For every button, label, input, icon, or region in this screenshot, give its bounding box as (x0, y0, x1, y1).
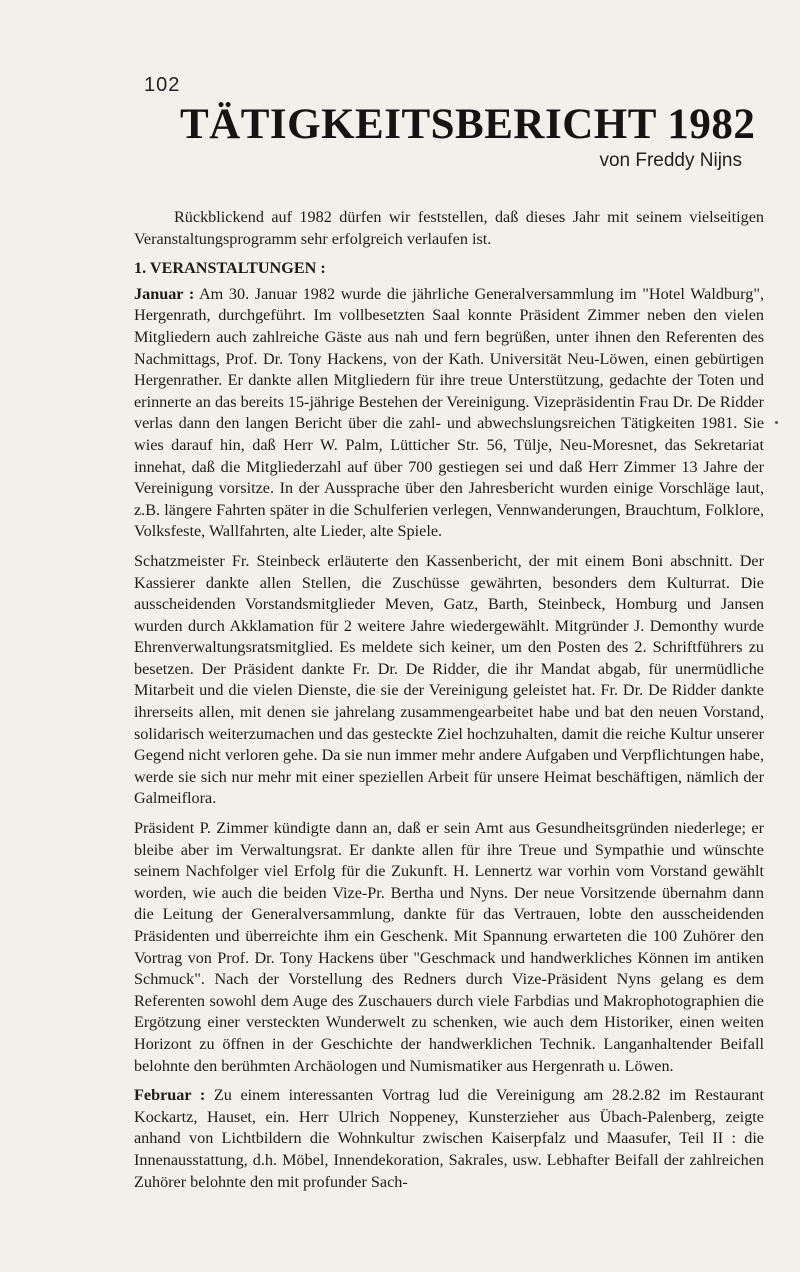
page-number: 102 (144, 74, 181, 96)
paragraph-praesident: Präsident P. Zimmer kündigte dann an, daß er sein Amt aus Gesundheitsgründen niederlege; er bleibe aber im Verwaltungsrat. Er dankte allen für ihre Treue und Sympathie und wünschte seinem Nachfolger viel Erfolg für die Zukunft. H. Lennertz war vorhin vom Vorstand gewählt worden, wie auch die beiden Vize-Pr. Bertha und Nyns. Der neue Vorsitzende übernahm dann die Leitung der Generalversammlung, dankte für das Vertrauen, lobte den ausscheidenden Präsidenten und überreichte ihm ein Geschenk. Mit Spannung erwarteten die 100 Zuhörer den Vortrag von Prof. Dr. Tony Hackens über "Geschmack und handwerkliches Können im antiken Schmuck". Nach der Vorstellung des Redners durch Vize-Präsident Nyns gelang es dem Referenten sowohl dem Auge des Zuschauers durch viele Farbdias und Makrophotographien die Ergötzung einer versteckten Wunderwelt zu schenken, wie auch dem Historiker, einen weiten Horizont zu öffnen in der Geschichte der handwerklichen Technik. Langanhaltender Beifall belohnte den berühmten Archäologen und Numismatiker aus Hergenrath u. Löwen. (134, 819, 764, 1075)
text-februar: Zu einem interessanten Vortrag lud die Vereinigung am 28.2.82 im Restaurant Kockartz, Hauset, ein. Herr Ulrich Noppeney, Kunsterzieher aus Übach-Palenberg, zeigte anhand von Lichtbildern die Wohnkultur zwischen Kaiserpfalz und Maasufer, Teil II : die Innenausstattung, d.h. Möbel, Innendekoration, Sakrales, usw. Lebhafter Beifall der zahlreichen Zuhörer belohnte den mit profunder Sach- (134, 1086, 765, 1191)
intro-paragraph: Rückblickend auf 1982 dürfen wir feststellen, daß dieses Jahr mit seinem vielseitigen Veranstaltungsprogramm sehr erfolgreich verlaufen ist. (134, 208, 764, 248)
lead-januar: Januar : (134, 284, 195, 303)
author-byline: von Freddy Nijns (599, 150, 742, 171)
article-body (134, 207, 764, 1201)
paragraph-schatzmeister: Schatzmeister Fr. Steinbeck erläuterte den Kassenbericht, der mit einem Boni abschnitt. Der Kassierer dankte allen Stellen, die Zuschüsse gewährten, besonders dem Kulturrat. Die ausscheidenden Vorstandsmitglieder Meven, Gatz, Barth, Steinbeck, Homburg und Jansen wurden durch Akklamation für 2 weitere Jahre wiedergewählt. Mitgründer J. Demonthy wurde Ehrenverwaltungsratsmitglied. Es meldete sich keiner, um den Posten des 2. Schriftführers zu besetzen. Der Präsident dankte Fr. Dr. De Ridder, die ihr Mandat abgab, für unermüdliche Mitarbeit und die vielen Dienste, die sie der Vereinigung geleistet hat. Fr. Dr. De Ridder dankte ihrerseits allen, mit denen sie jahrelang zusammengearbeitet habe und bat den neuen Vorstand, solidarisch weiterzumachen und das gesteckte Ziel hochzuhalten, damit die reiche Kultur unserer Gegend nicht verloren gehe. Da sie nun immer mehr andere Aufgaben und Verpflichtungen habe, werde sie sich nur mehr mit einer speziellen Arbeit für unsere Heimat beschäftigen, nämlich der Galmeiflora. (134, 551, 764, 808)
paragraph-februar (134, 1085, 764, 1193)
section-heading: 1. VERANSTALTUNGEN : (134, 259, 326, 278)
page-title: TÄTIGKEITSBERICHT 1982 (180, 101, 756, 148)
text-januar: Am 30. Januar 1982 wurde die jährliche Generalversammlung im "Hotel Waldburg", Hergenrath, durchgeführt. Im vollbesetzten Saal konnte Präsident Zimmer neben den vielen Mitgliedern auch zahlreiche Gäste aus nah und fern begrüßen, unter ihnen den Referenten des Nachmittags, Prof. Dr. Tony Hackens, von der Kath. Universität Neu-Löwen, einen gebürtigen Hergenrather. Er dankte allen Mitgliedern für ihre treue Unterstützung, gedachte der Toten und erinnerte an das bereits 15-jährige Bestehen der Vereinigung. Vizepräsidentin Frau Dr. De Ridder verlas dann den langen Bericht über die zahl- und abwechslungsreichen Tätigkeiten 1981. Sie wies darauf hin, daß Herr W. Palm, Lütticher Str. 56, Tülje, Neu-Moresnet, das Sekretariat innehat, daß die Mitgliederzahl auf über 700 gestiegen sei und daß Herr Zimmer 13 Jahre der Vereinigung vorsitze. In der Aussprache über den Jahresbericht wurden einige Vorschläge laut, z.B. längere Fahrten später in die Schulferien verlegen, Vennwanderungen, Brauchtum, Folklore, Volksfeste, Wallfahrten, alte Lieder, alte Spiele. (134, 284, 764, 541)
paragraph-januar (134, 284, 764, 543)
ink-speck (775, 421, 778, 424)
lead-februar: Februar : (134, 1086, 206, 1105)
